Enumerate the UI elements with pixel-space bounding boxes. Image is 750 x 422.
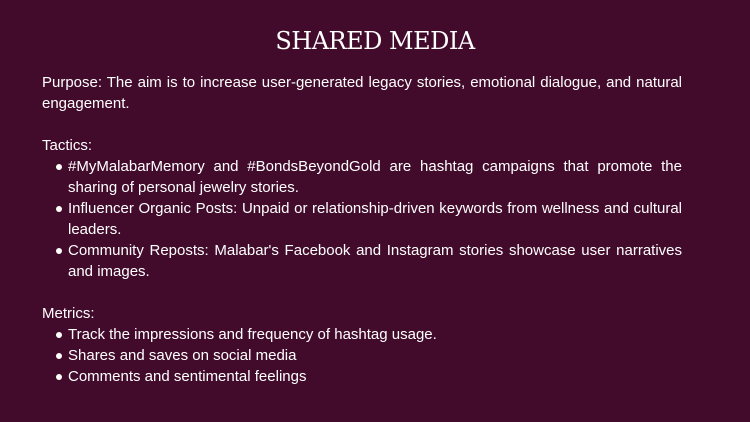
bullet-icon xyxy=(56,206,62,212)
metric-text: Comments and sentimental feelings xyxy=(68,368,307,385)
tactic-text: Influencer Organic Posts: Unpaid or relationship-driven keywords from wellness and cultural leaders. xyxy=(68,200,682,238)
tactics-list xyxy=(42,156,682,282)
metrics-label: Metrics: xyxy=(42,305,95,322)
tactics-label: Tactics: xyxy=(42,137,93,154)
bullet-icon xyxy=(56,353,62,359)
bullet-icon xyxy=(56,164,62,170)
metric-text: Track the impressions and frequency of hashtag usage. xyxy=(68,326,437,343)
bullet-icon xyxy=(56,374,62,380)
metrics-list xyxy=(42,324,682,387)
purpose-text: Purpose: The aim is to increase user-generated legacy stories, emotional dialogue, and natural engagement. xyxy=(42,74,682,112)
spacer xyxy=(42,114,682,135)
bullet-icon xyxy=(56,332,62,338)
tactic-text: #MyMalabarMemory and #BondsBeyondGold are hashtag campaigns that promote the sharing of personal jewelry stories. xyxy=(68,158,682,196)
list-item xyxy=(56,198,682,240)
slide-body xyxy=(42,72,682,387)
slide-title: SHARED MEDIA xyxy=(275,27,475,55)
spacer xyxy=(42,282,682,303)
list-item xyxy=(56,345,682,366)
list-item xyxy=(56,240,682,282)
list-item xyxy=(56,366,682,387)
list-item xyxy=(56,156,682,198)
tactic-text: Community Reposts: Malabar's Facebook and Instagram stories showcase user narratives and images. xyxy=(68,242,682,280)
metric-text: Shares and saves on social media xyxy=(68,347,297,364)
list-item xyxy=(56,324,682,345)
bullet-icon xyxy=(56,248,62,254)
